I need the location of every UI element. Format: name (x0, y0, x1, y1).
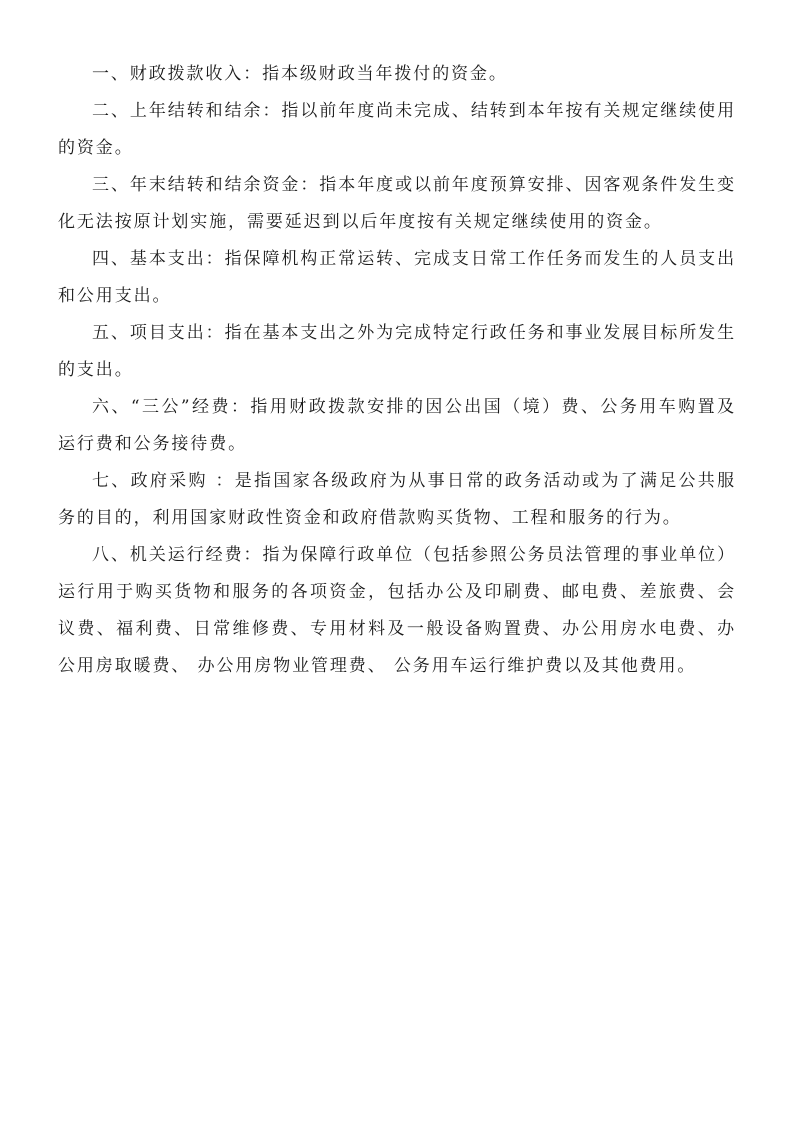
paragraph-basic-expenditure: 四、基本支出：指保障机构正常运转、完成支日常工作任务而发生的人员支出和公用支出。 (58, 249, 736, 306)
paragraph-government-procurement: 七、政府采购 ：是指国家各级政府为从事日常的政务活动或为了满足公共服务的目的，利用国家财政性资金和政府借款购买货物、工程和服务的行为。 (58, 471, 736, 528)
document-body (58, 56, 736, 685)
paragraph-fiscal-appropriation-income: 一、财政拨款收入：指本级财政当年拨付的资金。 (92, 64, 508, 84)
paragraph-three-public-expenses: 六、“三公”经费：指用财政拨款安排的因公出国（境）费、公务用车购置及运行费和公务接待费。 (58, 397, 736, 454)
paragraph-project-expenditure: 五、项目支出：指在基本支出之外为完成特定行政任务和事业发展目标所发生的支出。 (58, 323, 736, 380)
paragraph-year-end-carryover: 三、年末结转和结余资金：指本年度或以前年度预算安排、因客观条件发生变化无法按原计划实施，需要延迟到以后年度按有关规定继续使用的资金。 (58, 175, 736, 232)
paragraph-prior-year-carryover: 二、上年结转和结余：指以前年度尚未完成、结转到本年按有关规定继续使用的资金。 (58, 101, 736, 158)
paragraph-agency-operating-expenses: 八、机关运行经费：指为保障行政单位（包括参照公务员法管理的事业单位）运行用于购买货物和服务的各项资金，包括办公及印刷费、邮电费、差旅费、会议费、福利费、日常维修费、专用材料及一般设备购置费、办公用房水电费、办公用房取暖费、 办公用房物业管理费、 公务用车运行维护费以及其他费用。 (58, 545, 736, 676)
